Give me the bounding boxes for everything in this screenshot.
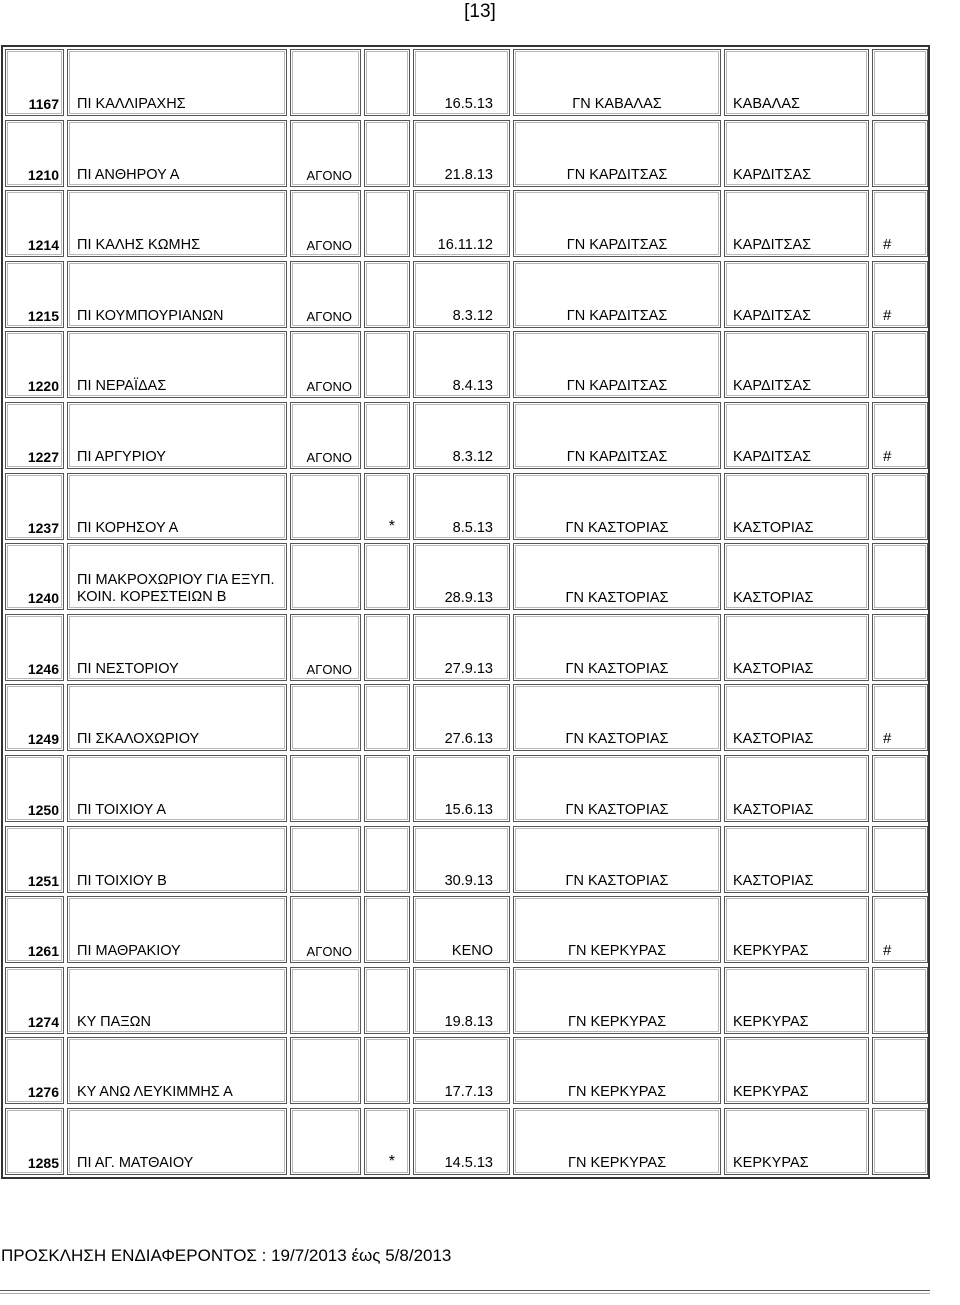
cell-name-text: ΚΥ ΠΑΞΩΝ [77, 1013, 151, 1030]
cell-date [413, 261, 510, 328]
cell-code [5, 1108, 64, 1175]
cell-region-text: ΚΕΡΚΥΡΑΣ [733, 1155, 809, 1171]
cell-name [67, 190, 287, 257]
cell-region [724, 1037, 869, 1104]
cell-name-text: ΠΙ ΚΑΛΗΣ ΚΩΜΗΣ [77, 237, 201, 254]
cell-region-text: ΚΑΣΤΟΡΙΑΣ [733, 802, 814, 818]
table-row [3, 1106, 928, 1177]
cell-name [67, 543, 287, 610]
cell-date [413, 1037, 510, 1104]
cell-flag [872, 684, 928, 751]
cell-region [724, 261, 869, 328]
cell-flag-text: # [883, 236, 892, 254]
cell-code [5, 543, 64, 610]
cell-name [67, 1037, 287, 1104]
table-row [3, 894, 928, 965]
cell-code-text: 1249 [27, 731, 59, 748]
cell-mark [364, 967, 410, 1034]
cell-name-text: ΠΙ ΚΟΥΜΠΟΥΡΙΑΝΩΝ [77, 307, 224, 324]
cell-status [290, 190, 361, 257]
cell-hospital-text: ΓΝ ΚΑΒΑΛΑΣ [572, 96, 662, 112]
cell-region-text: ΚΕΡΚΥΡΑΣ [733, 1084, 809, 1101]
cell-hospital-text: ΓΝ ΚΑΡΔΙΤΣΑΣ [566, 378, 668, 395]
cell-status [290, 684, 361, 751]
cell-date-text: 30.9.13 [444, 872, 493, 889]
cell-mark [364, 261, 410, 328]
cell-status [290, 543, 361, 610]
cell-region-text: ΚΕΡΚΥΡΑΣ [733, 1013, 809, 1030]
cell-mark [364, 402, 410, 469]
cell-name-text: ΠΙ ΣΚΑΛΟΧΩΡΙΟΥ [77, 731, 200, 748]
cell-name-text: ΠΙ ΜΑΚΡΟΧΩΡΙΟΥ ΓΙΑ ΕΞΥΠ. ΚΟΙΝ. ΚΟΡΕΣΤΕΙΩΝ Β [77, 572, 275, 606]
cell-region [724, 896, 869, 963]
cell-date-text: 28.9.13 [444, 590, 493, 607]
cell-status [290, 331, 361, 398]
cell-hospital [513, 190, 721, 257]
table-row [3, 824, 928, 895]
cell-hospital-text: ΓΝ ΚΕΡΚΥΡΑΣ [567, 943, 667, 960]
cell-code-text: 1227 [27, 449, 59, 465]
cell-name [67, 331, 287, 398]
table-row [3, 47, 928, 118]
cell-region [724, 967, 869, 1034]
cell-mark [364, 1037, 410, 1104]
cell-name [67, 755, 287, 822]
table-row [3, 471, 928, 542]
cell-mark [364, 684, 410, 751]
cell-flag-text: # [883, 730, 892, 748]
cell-region-text: ΚΑΣΤΟΡΙΑΣ [733, 872, 814, 889]
cell-code-text: 1220 [27, 378, 59, 395]
cell-code [5, 755, 64, 822]
cell-date [413, 1108, 510, 1175]
footer-divider [0, 1290, 930, 1294]
cell-status [290, 896, 361, 963]
cell-status [290, 1037, 361, 1104]
cell-status-text: ΑΓΟΝΟ [306, 238, 352, 254]
cell-status [290, 473, 361, 540]
cell-mark [364, 826, 410, 893]
cell-flag [872, 614, 928, 681]
cell-flag [872, 1037, 928, 1104]
cell-code [5, 402, 64, 469]
cell-status-text: ΑΓΟΝΟ [306, 167, 352, 183]
cell-hospital [513, 402, 721, 469]
cell-date [413, 826, 510, 893]
cell-flag [872, 120, 928, 187]
cell-mark-text: * [388, 517, 395, 535]
cell-mark [364, 614, 410, 681]
cell-status [290, 826, 361, 893]
cell-mark-text: * [388, 1153, 395, 1170]
footer-text: ΠΡΟΣΚΛΗΣΗ ΕΝΔΙΑΦΕΡΟΝΤΟΣ : 19/7/2013 έως 5/8/2013 [1, 1246, 452, 1265]
cell-mark [364, 331, 410, 398]
cell-status-text: ΑΓΟΝΟ [306, 308, 352, 324]
cell-code-text: 1276 [27, 1084, 59, 1101]
cell-hospital [513, 755, 721, 822]
cell-flag [872, 755, 928, 822]
cell-date [413, 402, 510, 469]
cell-hospital [513, 261, 721, 328]
cell-status [290, 967, 361, 1034]
cell-date-text: 8.3.12 [452, 307, 493, 324]
cell-region [724, 543, 869, 610]
cell-date [413, 49, 510, 116]
cell-mark [364, 543, 410, 610]
cell-date [413, 190, 510, 257]
cell-name [67, 684, 287, 751]
cell-mark [364, 120, 410, 187]
cell-flag-text: # [883, 306, 892, 324]
cell-code [5, 826, 64, 893]
cell-region-text: ΚΑΣΤΟΡΙΑΣ [733, 660, 814, 677]
cell-status [290, 1108, 361, 1175]
cell-date-text: 21.8.13 [444, 166, 493, 183]
cell-name-text: ΠΙ ΤΟΙΧΙΟΥ Β [77, 872, 167, 889]
cell-date [413, 755, 510, 822]
cell-name [67, 49, 287, 116]
cell-code-text: 1274 [27, 1013, 59, 1030]
cell-code-text: 1285 [27, 1155, 59, 1171]
cell-hospital-text: ΓΝ ΚΑΣΤΟΡΙΑΣ [565, 590, 669, 607]
cell-region [724, 49, 869, 116]
cell-hospital-text: ΓΝ ΚΑΣΤΟΡΙΑΣ [565, 519, 669, 536]
cell-code-text: 1240 [27, 590, 59, 607]
cell-region-text: ΚΑΣΤΟΡΙΑΣ [733, 519, 814, 536]
cell-region [724, 190, 869, 257]
cell-hospital [513, 120, 721, 187]
cell-date [413, 614, 510, 681]
cell-status [290, 261, 361, 328]
cell-flag-text: # [883, 448, 892, 465]
cell-date-text: 15.6.13 [444, 802, 493, 818]
cell-name [67, 967, 287, 1034]
cell-code-text: 1237 [27, 519, 59, 536]
cell-date-text: 14.5.13 [444, 1155, 493, 1171]
cell-region-text: ΚΑΡΔΙΤΣΑΣ [733, 307, 812, 324]
cell-hospital [513, 1108, 721, 1175]
cell-flag [872, 190, 928, 257]
cell-code [5, 896, 64, 963]
cell-hospital-text: ΓΝ ΚΑΣΤΟΡΙΑΣ [565, 802, 669, 818]
cell-status [290, 49, 361, 116]
table-row [3, 259, 928, 330]
cell-hospital-text: ΓΝ ΚΑΣΤΟΡΙΑΣ [565, 872, 669, 889]
cell-hospital-text: ΓΝ ΚΑΣΤΟΡΙΑΣ [565, 660, 669, 677]
cell-region-text: ΚΕΡΚΥΡΑΣ [733, 943, 809, 960]
cell-region [724, 120, 869, 187]
page-number: [13] [464, 1, 496, 22]
cell-name [67, 473, 287, 540]
cell-code-text: 1214 [27, 237, 59, 254]
cell-name-text: ΠΙ ΑΓ. ΜΑΤΘΑΙΟΥ [77, 1155, 194, 1171]
table-row [3, 612, 928, 683]
cell-code [5, 684, 64, 751]
cell-hospital [513, 967, 721, 1034]
cell-date [413, 120, 510, 187]
cell-name-text: ΠΙ ΑΝΘΗΡΟΥ Α [77, 166, 180, 183]
cell-region [724, 331, 869, 398]
cell-code [5, 120, 64, 187]
cell-region-text: ΚΑΡΔΙΤΣΑΣ [733, 449, 812, 465]
cell-mark [364, 473, 410, 540]
cell-status [290, 614, 361, 681]
cell-mark [364, 755, 410, 822]
cell-hospital-text: ΓΝ ΚΕΡΚΥΡΑΣ [567, 1155, 667, 1171]
cell-region-text: ΚΑΣΤΟΡΙΑΣ [733, 590, 814, 607]
cell-date-text: 16.5.13 [444, 96, 493, 112]
cell-date-text: 27.6.13 [444, 731, 493, 748]
cell-name-text: ΠΙ ΝΕΣΤΟΡΙΟΥ [77, 660, 179, 677]
cell-hospital [513, 826, 721, 893]
table-row [3, 329, 928, 400]
table-row [3, 188, 928, 259]
cell-status-text: ΑΓΟΝΟ [306, 379, 352, 395]
cell-code [5, 190, 64, 257]
cell-date-text: 17.7.13 [444, 1084, 493, 1101]
cell-region [724, 826, 869, 893]
cell-region-text: ΚΑΡΔΙΤΣΑΣ [733, 237, 812, 254]
cell-flag [872, 261, 928, 328]
cell-region-text: ΚΑΒΑΛΑΣ [733, 96, 801, 112]
cell-name-text: ΠΙ ΚΑΛΛΙΡΑΧΗΣ [77, 96, 186, 112]
table-row [3, 1035, 928, 1106]
cell-code-text: 1246 [27, 660, 59, 677]
cell-code [5, 331, 64, 398]
cell-name-text: ΠΙ ΜΑΘΡΑΚΙΟΥ [77, 943, 181, 960]
cell-hospital-text: ΓΝ ΚΑΡΔΙΤΣΑΣ [566, 237, 668, 254]
cell-date-text: 27.9.13 [444, 660, 493, 677]
cell-mark [364, 190, 410, 257]
cell-region-text: ΚΑΡΔΙΤΣΑΣ [733, 166, 812, 183]
cell-date [413, 331, 510, 398]
cell-name [67, 896, 287, 963]
cell-date [413, 896, 510, 963]
cell-name [67, 826, 287, 893]
cell-mark [364, 49, 410, 116]
cell-name [67, 614, 287, 681]
cell-date-text: ΚΕΝΟ [451, 943, 493, 960]
cell-code-text: 1210 [27, 166, 59, 183]
cell-status-text: ΑΓΟΝΟ [306, 944, 352, 960]
cell-flag [872, 331, 928, 398]
cell-date [413, 543, 510, 610]
cell-hospital [513, 896, 721, 963]
cell-code [5, 614, 64, 681]
cell-region [724, 473, 869, 540]
cell-status-text: ΑΓΟΝΟ [306, 661, 352, 677]
cell-hospital [513, 1037, 721, 1104]
cell-date [413, 473, 510, 540]
cell-hospital [513, 684, 721, 751]
cell-flag [872, 543, 928, 610]
cell-region [724, 755, 869, 822]
cell-status [290, 402, 361, 469]
cell-hospital [513, 49, 721, 116]
cell-hospital [513, 543, 721, 610]
cell-name [67, 261, 287, 328]
positions-table [1, 45, 930, 1179]
cell-flag [872, 49, 928, 116]
cell-hospital [513, 331, 721, 398]
cell-name-text: ΠΙ ΑΡΓΥΡΙΟΥ [77, 449, 166, 465]
cell-region [724, 614, 869, 681]
cell-flag [872, 896, 928, 963]
cell-name-text: ΠΙ ΝΕΡΑΪΔΑΣ [77, 378, 167, 395]
cell-flag [872, 826, 928, 893]
cell-hospital-text: ΓΝ ΚΕΡΚΥΡΑΣ [567, 1084, 667, 1101]
cell-hospital-text: ΓΝ ΚΕΡΚΥΡΑΣ [567, 1013, 667, 1030]
cell-region [724, 684, 869, 751]
cell-flag [872, 402, 928, 469]
table-row [3, 682, 928, 753]
cell-status-text: ΑΓΟΝΟ [306, 450, 352, 465]
table-row [3, 541, 928, 612]
cell-flag [872, 1108, 928, 1175]
cell-code [5, 261, 64, 328]
cell-code [5, 1037, 64, 1104]
cell-hospital-text: ΓΝ ΚΑΣΤΟΡΙΑΣ [565, 731, 669, 748]
cell-code [5, 49, 64, 116]
table-row [3, 965, 928, 1036]
cell-date-text: 8.3.12 [452, 449, 493, 465]
cell-hospital [513, 614, 721, 681]
cell-date-text: 8.5.13 [452, 519, 493, 536]
cell-code-text: 1261 [27, 943, 59, 960]
cell-mark [364, 1108, 410, 1175]
cell-hospital-text: ΓΝ ΚΑΡΔΙΤΣΑΣ [566, 449, 668, 465]
cell-region-text: ΚΑΣΤΟΡΙΑΣ [733, 731, 814, 748]
table-row [3, 400, 928, 471]
cell-date [413, 684, 510, 751]
cell-date-text: 19.8.13 [444, 1013, 493, 1030]
cell-date-text: 16.11.12 [437, 237, 493, 254]
cell-name-text: ΠΙ ΤΟΙΧΙΟΥ Α [77, 802, 166, 818]
cell-region-text: ΚΑΡΔΙΤΣΑΣ [733, 378, 812, 395]
cell-code-text: 1251 [27, 872, 59, 889]
cell-hospital [513, 473, 721, 540]
cell-code-text: 1250 [27, 802, 59, 818]
cell-status [290, 120, 361, 187]
cell-region [724, 1108, 869, 1175]
cell-name-text: ΠΙ ΚΟΡΗΣΟΥ Α [77, 519, 179, 536]
cell-flag [872, 473, 928, 540]
cell-date [413, 967, 510, 1034]
cell-code [5, 473, 64, 540]
cell-name-text: ΚΥ ΑΝΩ ΛΕΥΚΙΜΜΗΣ Α [77, 1084, 233, 1101]
cell-region [724, 402, 869, 469]
cell-hospital-text: ΓΝ ΚΑΡΔΙΤΣΑΣ [566, 166, 668, 183]
cell-flag-text: # [883, 942, 892, 960]
cell-code-text: 1167 [28, 96, 59, 112]
cell-name [67, 120, 287, 187]
cell-flag [872, 967, 928, 1034]
cell-status [290, 755, 361, 822]
cell-code [5, 967, 64, 1034]
table-row [3, 118, 928, 189]
cell-date-text: 8.4.13 [452, 378, 493, 395]
cell-name [67, 1108, 287, 1175]
table-row [3, 753, 928, 824]
cell-mark [364, 896, 410, 963]
cell-code-text: 1215 [27, 307, 59, 324]
cell-name [67, 402, 287, 469]
cell-hospital-text: ΓΝ ΚΑΡΔΙΤΣΑΣ [566, 307, 668, 324]
